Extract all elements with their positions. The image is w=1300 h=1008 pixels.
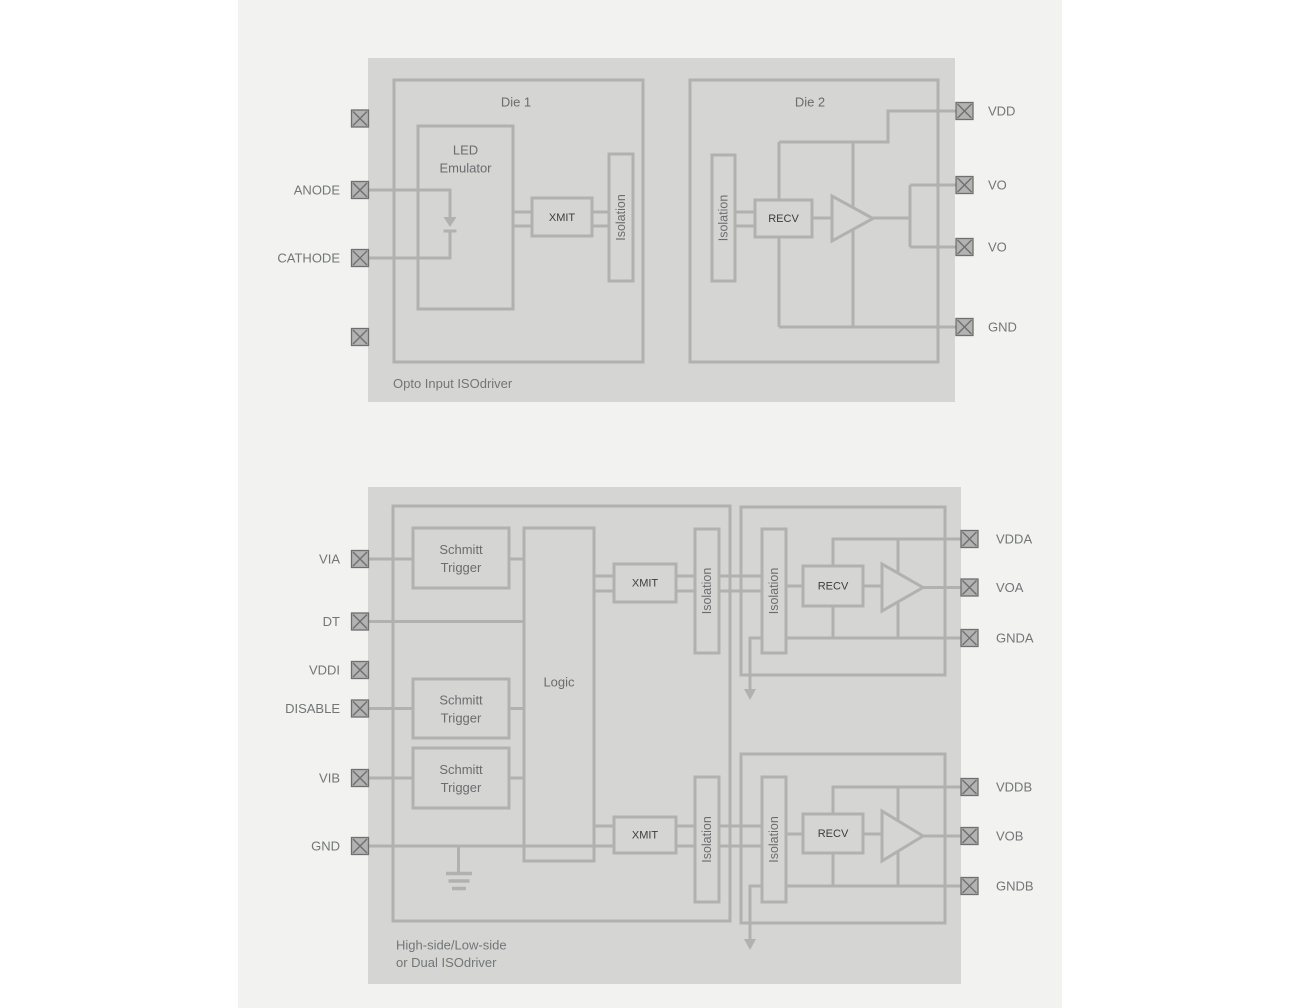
pad-disable — [352, 700, 369, 717]
pad-vddb — [961, 779, 978, 796]
opto-diagram-caption: Opto Input ISOdriver — [393, 376, 513, 391]
pin-label-vddi: VDDI — [308, 662, 340, 678]
pin-label-vddb: VDDB — [996, 779, 1033, 795]
opto-input-isodriver-diagram — [277, 58, 1017, 402]
pad-gnd-input — [352, 838, 369, 855]
dual-diagram-caption-line2: or Dual ISOdriver — [396, 955, 497, 970]
die1-isolation-label: Isolation — [614, 194, 628, 241]
pin-label-vo-bottom: VO — [988, 239, 1007, 255]
pad-vdd — [956, 103, 973, 120]
pad-cathode — [352, 250, 369, 267]
schmitt2-label-line2: Trigger — [440, 710, 482, 726]
pad-dt — [352, 613, 369, 630]
led-emulator-label-line1: LED — [452, 142, 479, 158]
recv-b-label: RECV — [817, 828, 849, 840]
pin-label-gnd-input: GND — [311, 838, 340, 854]
pad-vddi — [352, 662, 369, 679]
xmit-b-label: XMIT — [631, 829, 659, 842]
pad-vo-bottom — [956, 239, 973, 256]
xmit-label: XMIT — [548, 212, 576, 224]
pad-gndb — [961, 878, 978, 895]
pad-anode — [352, 182, 369, 199]
pin-label-via: VIA — [319, 551, 340, 567]
pin-label-anode: ANODE — [293, 182, 340, 198]
schmitt2-label-line1: Schmitt — [439, 692, 483, 708]
pad-gnda — [961, 630, 978, 647]
input-isolation-a-label: Isolation — [700, 567, 714, 615]
pad-vib — [352, 770, 369, 787]
pad-gnd — [956, 319, 973, 336]
die2-isolation-label: Isolation — [716, 194, 731, 242]
pin-label-vo-top: VO — [988, 177, 1007, 193]
channel-a-isolation-label: Isolation — [767, 567, 781, 615]
pin-label-gnda: GNDA — [996, 630, 1034, 646]
pad-vdda — [961, 531, 978, 548]
channel-b-isolation-label: Isolation — [767, 816, 781, 863]
xmit-a-label: XMIT — [631, 577, 659, 590]
logic-label: Logic — [543, 674, 575, 690]
schmitt3-label-line2: Trigger — [440, 780, 482, 795]
pin-label-gnd: GND — [988, 319, 1017, 335]
input-isolation-b-label: Isolation — [700, 816, 714, 863]
pin-label-disable: DISABLE — [285, 701, 340, 716]
schmitt1-label-line1: Schmitt — [439, 542, 483, 557]
pin-label-vib: VIB — [319, 770, 340, 786]
led-emulator-label-line2: Emulator — [439, 160, 492, 176]
pad-nc-top — [352, 110, 369, 127]
schmitt1-label-line2: Trigger — [440, 560, 482, 575]
die2-title: Die 2 — [794, 94, 826, 110]
recv-label: RECV — [768, 213, 799, 225]
dual-isodriver-diagram — [285, 487, 1034, 984]
pin-label-vdd: VDD — [988, 103, 1016, 119]
schmitt3-label-line1: Schmitt — [439, 762, 483, 777]
pad-vo-top — [956, 177, 973, 194]
pad-vob — [961, 828, 978, 845]
pin-label-voa: VOA — [996, 580, 1024, 595]
die1-title: Die 1 — [500, 94, 532, 110]
pin-label-vob: VOB — [996, 828, 1024, 844]
pin-label-vdda: VDDA — [996, 531, 1033, 547]
pin-label-dt: DT — [322, 614, 340, 629]
recv-a-label: RECV — [817, 580, 849, 593]
pin-label-gndb: GNDB — [996, 878, 1034, 894]
pad-voa — [961, 579, 978, 596]
pad-via — [352, 551, 369, 568]
dual-diagram-caption-line1: High-side/Low-side — [396, 937, 507, 953]
pin-label-cathode: CATHODE — [277, 250, 340, 266]
pad-nc-bottom — [352, 329, 369, 346]
